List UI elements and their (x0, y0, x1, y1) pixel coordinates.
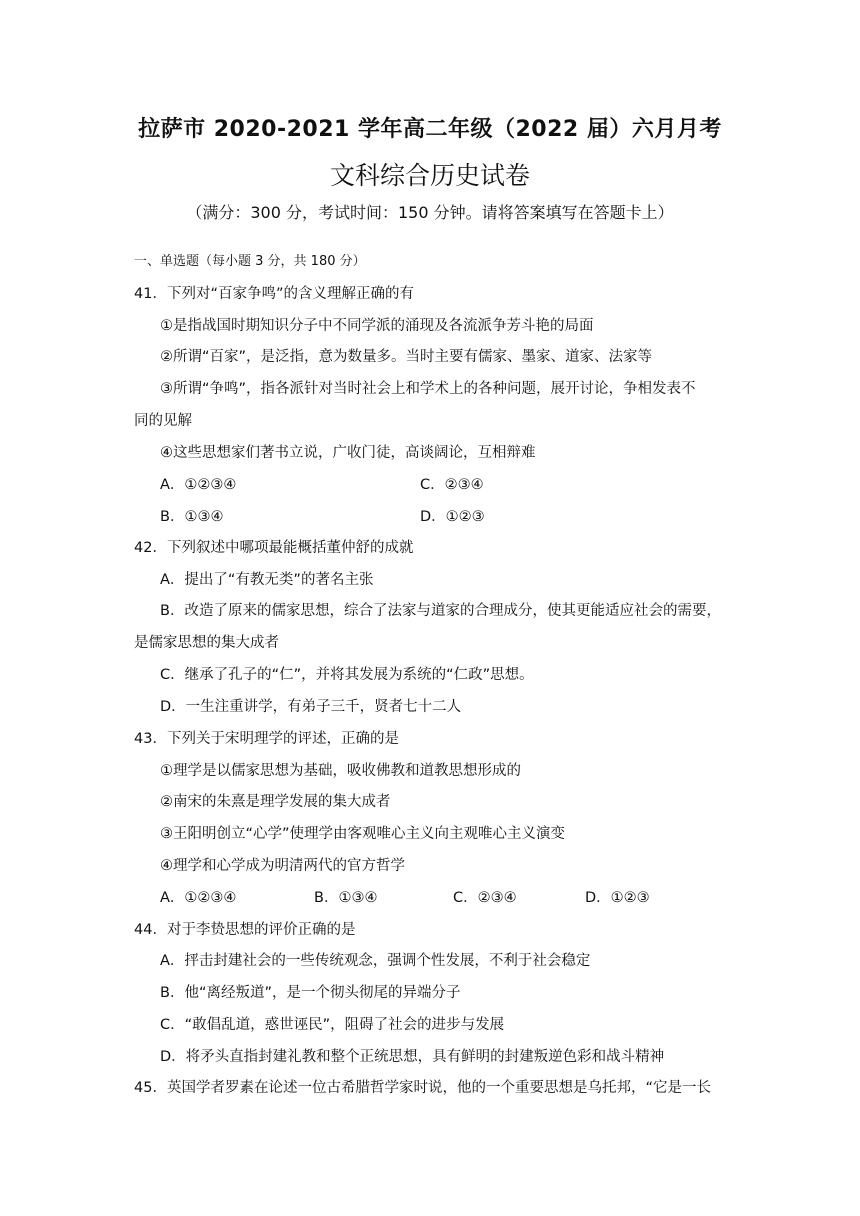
question-42-option-b: B．改造了原来的儒家思想，综合了法家与道家的合理成分，使其更能适应社会的需要， (160, 603, 721, 619)
section-heading: 一、单选题（每小题 3 分，共 180 分） (134, 254, 366, 269)
exam-title: 拉萨市 2020-2021 学年高二年级（2022 届）六月月考 (138, 117, 722, 142)
question-44-option-c: C．“敢倡乱道，惑世诬民”，阻碍了社会的进步与发展 (160, 1017, 505, 1033)
question-42-option-c: C．继承了孔子的“仁”，并将其发展为系统的“仁政”思想。 (160, 667, 534, 683)
question-45-stem: 45．英国学者罗素在论述一位古希腊哲学家时说，他的一个重要思想是乌托邦，“它是一长 (134, 1080, 711, 1096)
question-41-option-a: A．①②③④ (160, 477, 237, 493)
exam-note: （满分：300 分，考试时间：150 分钟。请将答案填写在答题卡上） (186, 203, 674, 222)
question-43-option-d: D．①②③ (585, 890, 650, 906)
question-41-option-b: B．①③④ (160, 509, 224, 525)
question-43-option-c: C．②③④ (453, 890, 517, 906)
question-44-stem: 44．对于李贽思想的评价正确的是 (134, 922, 356, 938)
question-41-statement-3: ③所谓“争鸣”，指各派针对当时社会上和学术上的各种问题，展开讨论，争相发表不 (160, 381, 696, 397)
question-43-stem: 43．下列关于宋明理学的评述，正确的是 (134, 731, 399, 747)
question-41-option-c: C．②③④ (420, 477, 484, 493)
exam-subtitle: 文科综合历史试卷 (329, 161, 530, 190)
question-41-stem: 41．下列对“百家争鸣”的含义理解正确的有 (134, 286, 414, 302)
question-41-option-d: D．①②③ (420, 509, 485, 525)
question-43-statement-3: ③王阳明创立“心学”使理学由客观唯心主义向主观唯心主义演变 (160, 826, 566, 842)
question-43-option-b: B．①③④ (314, 890, 378, 906)
question-44-option-b: B．他“离经叛道”，是一个彻头彻尾的异端分子 (160, 985, 461, 1001)
question-43-statement-2: ②南宋的朱熹是理学发展的集大成者 (160, 794, 391, 810)
question-42-option-d: D．一生注重讲学，有弟子三千，贤者七十二人 (160, 699, 462, 715)
question-41-statement-1: ①是指战国时期知识分子中不同学派的涌现及各流派争芳斗艳的局面 (160, 318, 594, 334)
question-42-stem: 42．下列叙述中哪项最能概括董仲舒的成就 (134, 540, 414, 556)
question-43-statement-4: ④理学和心学成为明清两代的官方哲学 (160, 858, 405, 874)
question-43-statement-1: ①理学是以儒家思想为基础，吸收佛教和道教思想形成的 (160, 763, 521, 779)
question-44-option-d: D．将矛头直指封建礼教和整个正统思想，具有鲜明的封建叛逆色彩和战斗精神 (160, 1049, 665, 1065)
question-41-statement-4: ④这些思想家们著书立说，广收门徒，高谈阔论，互相辩难 (160, 445, 536, 461)
question-41-statement-2: ②所谓“百家”，是泛指，意为数量多。当时主要有儒家、墨家、道家、法家等 (160, 349, 653, 365)
question-41-statement-3-cont: 同的见解 (134, 413, 192, 429)
question-42-option-a: A．提出了“有教无类”的著名主张 (160, 572, 374, 588)
question-42-option-b-cont: 是儒家思想的集大成者 (134, 635, 279, 651)
question-43-option-a: A．①②③④ (160, 890, 237, 906)
question-44-option-a: A．抨击封建社会的一些传统观念，强调个性发展，不利于社会稳定 (160, 953, 591, 969)
